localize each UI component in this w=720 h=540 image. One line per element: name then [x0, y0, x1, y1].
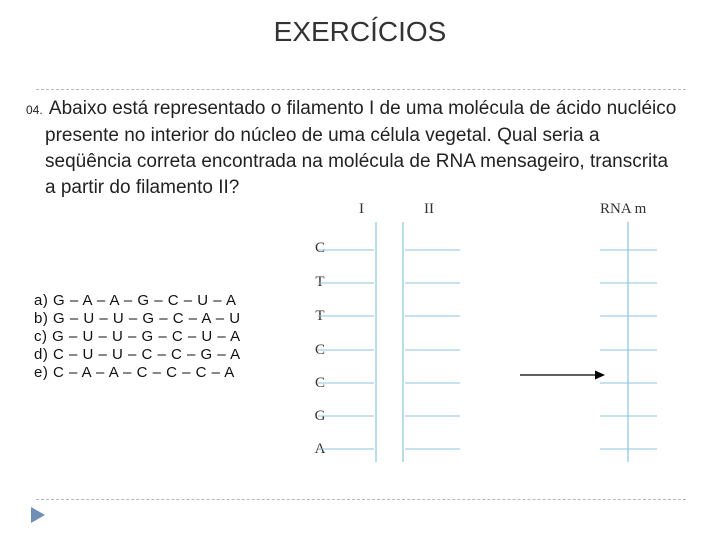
question-line-4: a partir do filamento II?	[45, 177, 240, 198]
question-line-3: seqüência correta encontrada na molécula de RNA mensageiro, transcrita	[45, 151, 669, 172]
option-a[interactable]: a) G – A – A – G – C – U – A	[34, 292, 237, 309]
question-number: 04.	[26, 103, 43, 117]
transcription-arrow	[520, 371, 605, 380]
base-2: T	[315, 274, 325, 290]
question-text	[26, 96, 716, 201]
option-d[interactable]: d) C – U – U – C – C – G – A	[34, 346, 241, 363]
top-divider	[36, 89, 686, 90]
strand-lines	[318, 222, 657, 462]
base-1: C	[314, 240, 325, 256]
bottom-divider	[36, 499, 686, 500]
rna-label: RNA m	[600, 201, 647, 217]
play-triangle-icon[interactable]	[30, 506, 46, 524]
question-line-2: presente no interior do núcleo de uma célula vegetal. Qual seria a	[45, 125, 600, 146]
base-3: T	[315, 308, 325, 324]
base-4: C	[314, 342, 325, 358]
option-b[interactable]: b) G – U – U – G – C – A – U	[34, 310, 241, 327]
arrow-head-icon	[595, 371, 605, 380]
base-7: A	[314, 441, 326, 457]
base-6: G	[314, 408, 326, 424]
strand-ii-label: II	[424, 201, 434, 217]
page-title: EXERCÍCIOS	[273, 16, 447, 47]
base-5: C	[314, 375, 325, 391]
option-c[interactable]: c) G – U – U – G – C – U – A	[34, 328, 241, 345]
question-line-1: 04. Abaixo está representado o filamento I de uma molécula de ácido nucléico	[26, 98, 677, 119]
strand-i-label: I	[359, 201, 364, 217]
option-e[interactable]: e) C – A – A – C – C – C – A	[34, 364, 235, 381]
answer-options	[34, 292, 241, 382]
